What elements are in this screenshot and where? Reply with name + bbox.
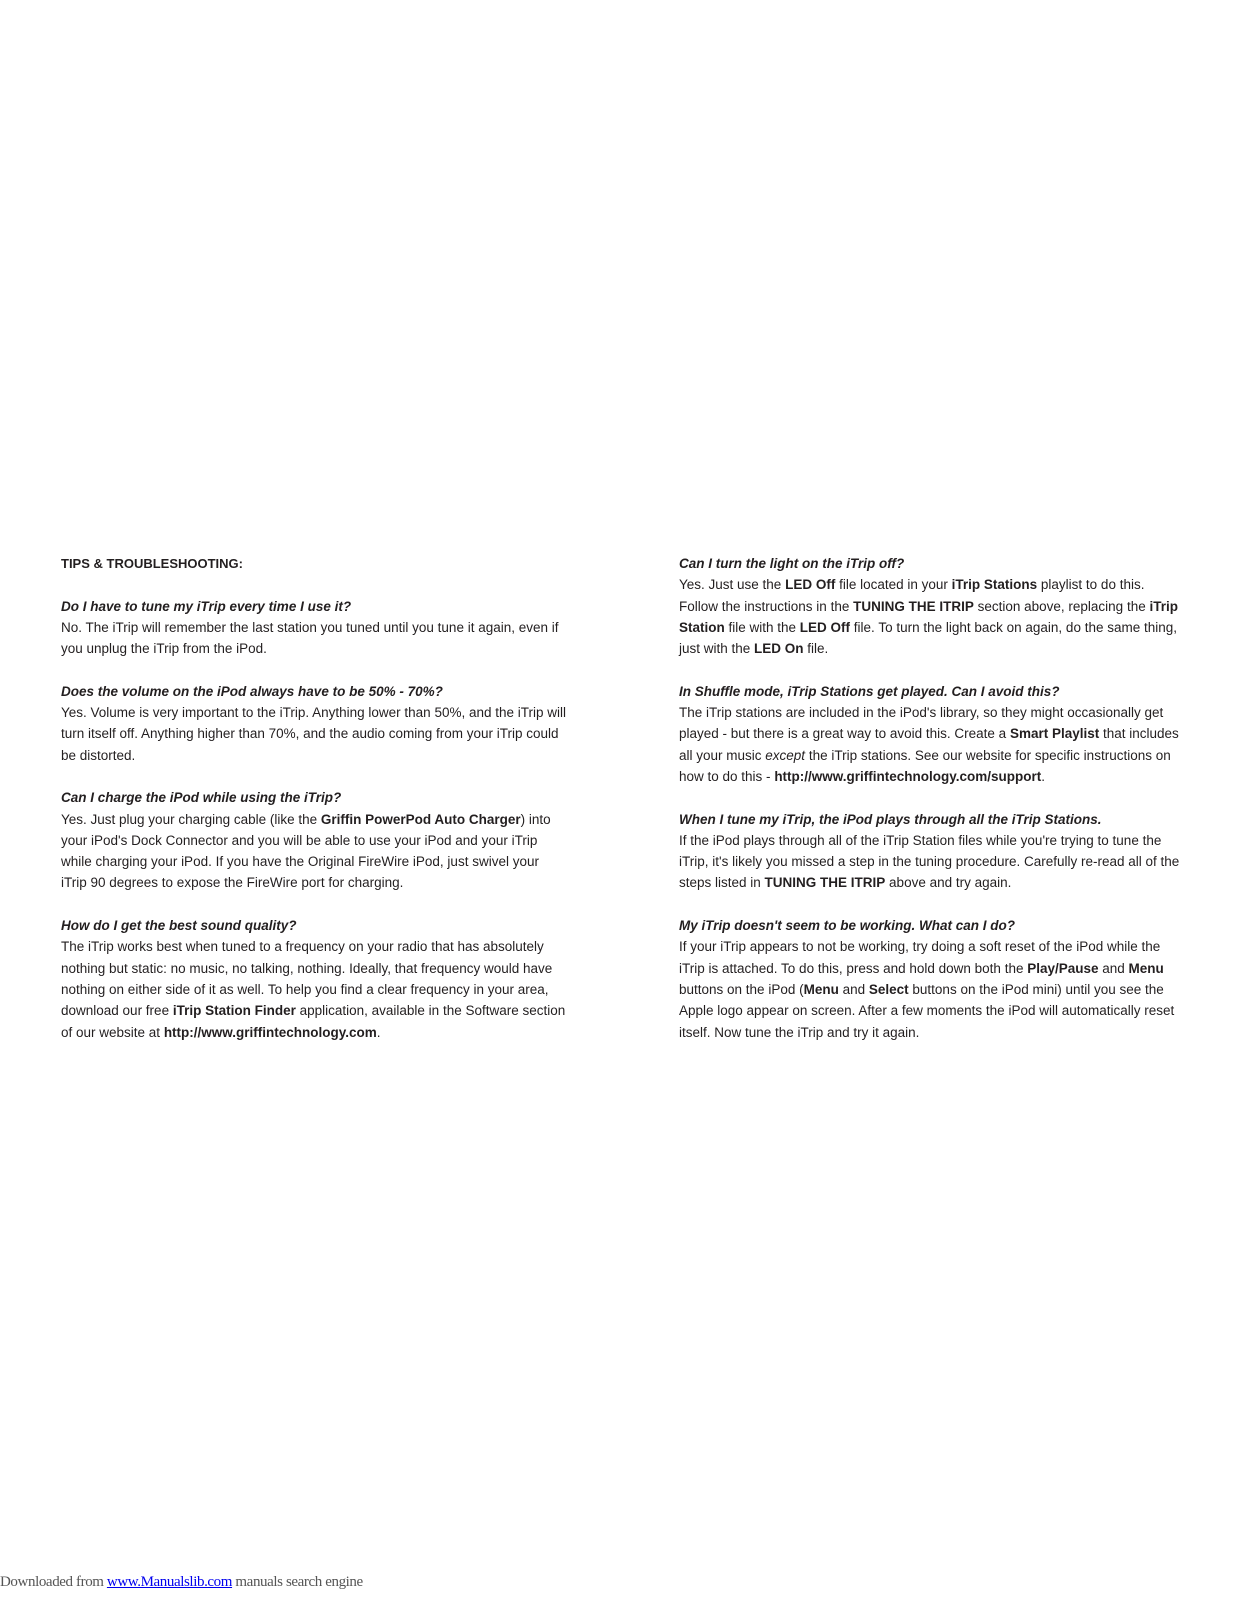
faq-question: My iTrip doesn't seem to be working. What can I do?: [679, 918, 1015, 934]
section-reference: TUNING THE ITRIP: [853, 598, 974, 614]
button-name: Menu: [1128, 960, 1164, 976]
faq-answer: If your iTrip appears to not be working, try doing a soft reset of the iPod while the iTrip is attached. To do this, press and hold down both the Play/Pause and Menu buttons on the iPod (Menu and Select buttons on the iPod mini) until you see the Apple logo appear on screen. After a few moments the iPod will automatically reset itself. Now tune the iTrip and try it again.: [679, 939, 1175, 1040]
faq-answer: Yes. Just use the LED Off file located in your iTrip Stations playlist to do this. Follow the instructions in the TUNING THE ITRIP section above, replacing the iTrip Station file with the LED Off file. To turn the light back on again, do the same thing, just with the LED On file.: [679, 577, 1178, 657]
section-heading: TIPS & TROUBLESHOOTING:: [61, 556, 243, 571]
website-url: http://www.griffintechnology.com: [163, 1024, 377, 1040]
footer-suffix: manuals search engine: [232, 1574, 363, 1590]
file-name: LED On: [754, 641, 804, 657]
faq-answer: The iTrip stations are included in the iPod's library, so they might occasionally get played - but there is a great way to avoid this. Create a Smart Playlist that includes all your music except the iTrip stations. See our website for specific instructions on how to do this - http://www.griffintechnology.com/support.: [679, 705, 1179, 784]
emphasis: except: [765, 747, 806, 763]
faq-item-shuffle-mode: [679, 681, 1184, 787]
section-reference: TUNING THE ITRIP: [764, 875, 886, 891]
faq-question: Does the volume on the iPod always have to be 50% - 70%?: [61, 683, 443, 699]
faq-item-tune-every-time: [61, 596, 566, 660]
app-name: iTrip Station Finder: [172, 1003, 296, 1019]
download-footer: [0, 1574, 363, 1591]
button-name: Play/Pause: [1027, 960, 1099, 976]
playlist-name: iTrip Stations: [951, 577, 1038, 593]
right-column: [679, 553, 1184, 1064]
faq-question: How do I get the best sound quality?: [61, 918, 297, 934]
faq-item-plays-all-stations: [679, 809, 1184, 894]
faq-answer: If the iPod plays through all of the iTrip Station files while you're trying to tune the iTrip, it's likely you missed a step in the tuning procedure. Carefully re-read all of the steps listed in TUNING THE ITRIP above and try again.: [679, 832, 1180, 891]
faq-question: Can I turn the light on the iTrip off?: [679, 556, 905, 571]
file-name: iTrip Station: [679, 598, 1178, 635]
button-name: Select: [868, 981, 909, 997]
faq-answer: The iTrip works best when tuned to a frequency on your radio that has absolutely nothing but static: no music, no talking, nothing. Ideally, that frequency would have nothing on either side of it as well. To help you find a clear frequency in your area, download our free iTrip Station Finder application, available in the Software section of our website at http://www.griffintechnology.com.: [61, 939, 566, 1040]
support-url: http://www.griffintechnology.com/support: [774, 768, 1042, 784]
button-name: Menu: [803, 981, 839, 997]
footer-prefix: Downloaded from: [0, 1574, 107, 1590]
file-name: LED Off: [785, 577, 836, 593]
faq-item-sound-quality: [61, 915, 566, 1043]
faq-answer: Yes. Just plug your charging cable (like the Griffin PowerPod Auto Charger) into your iPod's Dock Connector and you will be able to use your iPod and your iTrip while charging your iPod. If you have the Original FireWire iPod, just swivel your iTrip 90 degrees to expose the FireWire port for charging.: [61, 811, 551, 891]
faq-question: Can I charge the iPod while using the iTrip?: [61, 790, 342, 806]
faq-question: When I tune my iTrip, the iPod plays through all the iTrip Stations.: [679, 811, 1102, 827]
product-name: Griffin PowerPod Auto Charger: [320, 811, 521, 827]
faq-answer: No. The iTrip will remember the last station you tuned until you tune it again, even if you unplug the iTrip from the iPod.: [61, 619, 559, 657]
faq-item-light-off: [679, 553, 1184, 659]
left-column: [61, 553, 566, 1064]
faq-question: In Shuffle mode, iTrip Stations get played. Can I avoid this?: [679, 683, 1060, 699]
faq-item-not-working: [679, 915, 1184, 1043]
faq-question: Do I have to tune my iTrip every time I use it?: [61, 598, 352, 614]
file-name: LED Off: [799, 619, 851, 635]
faq-item-volume: [61, 681, 566, 766]
faq-answer: Yes. Volume is very important to the iTrip. Anything lower than 50%, and the iTrip will turn itself off. Anything higher than 70%, and the audio coming from your iTrip could be distorted.: [61, 705, 566, 763]
faq-item-charge: [61, 787, 566, 893]
feature-name: Smart Playlist: [1009, 726, 1100, 742]
manualslib-link[interactable]: www.Manualslib.com: [106, 1574, 233, 1590]
